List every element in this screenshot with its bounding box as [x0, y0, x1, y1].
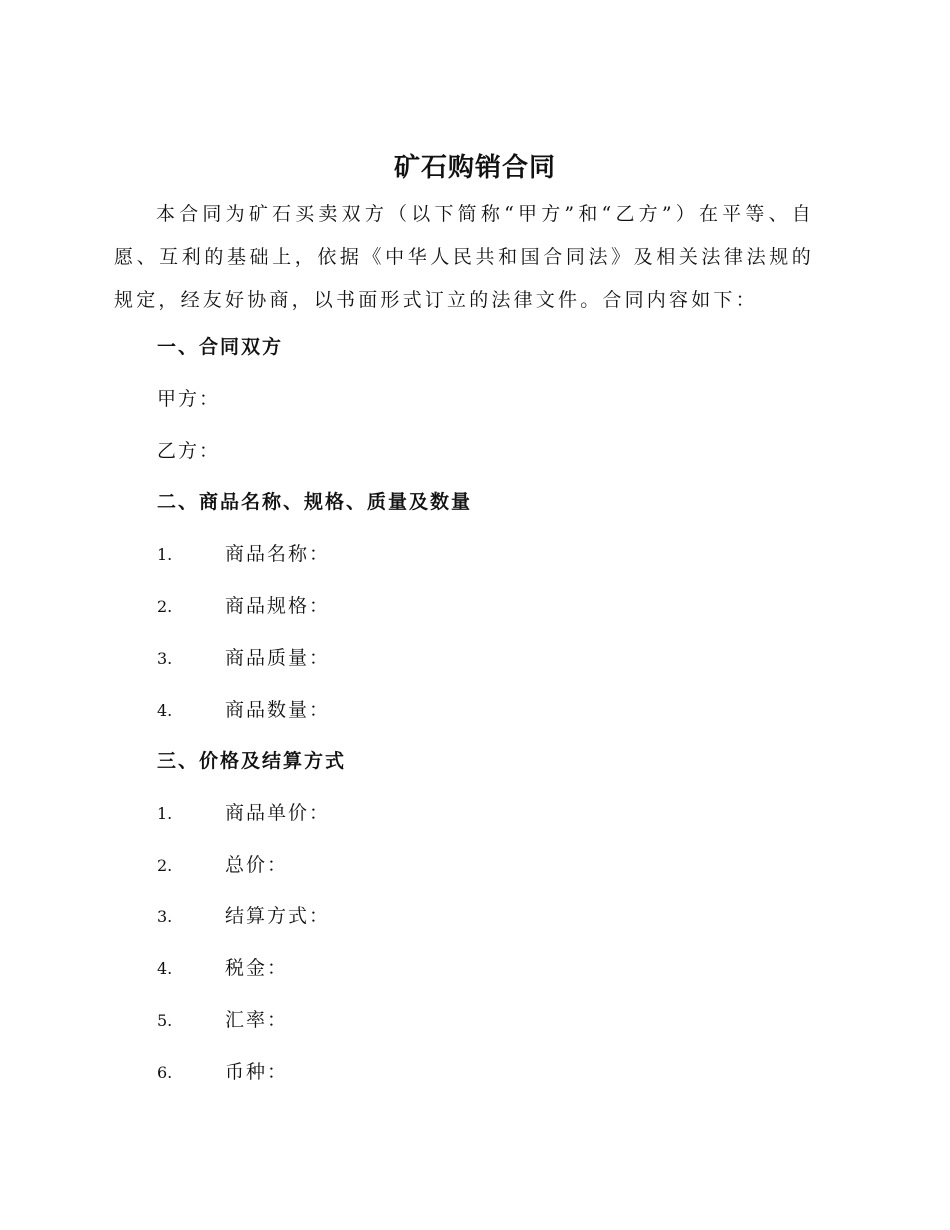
document-title: 矿石购销合同 — [393, 153, 556, 183]
list-item — [157, 953, 288, 984]
list-item-number: 1. — [157, 545, 173, 564]
list-item-label: 商品数量： — [225, 699, 331, 721]
list-item — [157, 695, 330, 726]
list-item — [157, 901, 330, 932]
list-item — [157, 539, 330, 570]
list-item-number: 1. — [157, 804, 173, 823]
list-item-number: 3. — [157, 907, 173, 926]
list-item-number: 2. — [157, 856, 173, 875]
list-item — [157, 643, 330, 674]
list-item-number: 2. — [157, 597, 173, 616]
list-item — [157, 1057, 288, 1088]
list-item-number: 5. — [157, 1011, 173, 1030]
intro-paragraph: 本合同为矿石买卖双方（以下简称“甲方”和“乙方”）在平等、自愿、互利的基础上，依据《中华人民共和国合同法》及相关法律法规的规定，经友好协商，以书面形式订立的法律文件。合同内容如下： — [114, 203, 814, 311]
list-item-number: 4. — [157, 959, 173, 978]
section-heading-parties: 一、合同双方 — [157, 336, 284, 358]
list-item-label: 商品质量： — [225, 647, 331, 669]
list-item-label: 结算方式： — [225, 905, 331, 927]
list-item-label: 商品单价： — [225, 802, 331, 824]
list-item — [157, 1005, 288, 1036]
section-heading-price: 三、价格及结算方式 — [157, 750, 347, 772]
list-item-label: 商品规格： — [225, 595, 331, 617]
list-item-label: 汇率： — [225, 1009, 289, 1031]
list-item-number: 4. — [157, 701, 173, 720]
party-b-field: 乙方： — [157, 440, 221, 462]
list-item-number: 6. — [157, 1063, 173, 1082]
list-item-label: 商品名称： — [225, 543, 331, 565]
list-item-number: 3. — [157, 649, 173, 668]
list-item — [157, 591, 330, 622]
list-item — [157, 850, 288, 881]
section-heading-goods: 二、商品名称、规格、质量及数量 — [157, 491, 473, 513]
list-item-label: 总价： — [225, 854, 289, 876]
list-item — [157, 798, 330, 829]
list-item-label: 税金： — [225, 957, 289, 979]
party-a-field: 甲方： — [157, 388, 221, 410]
list-item-label: 币种： — [225, 1061, 289, 1083]
